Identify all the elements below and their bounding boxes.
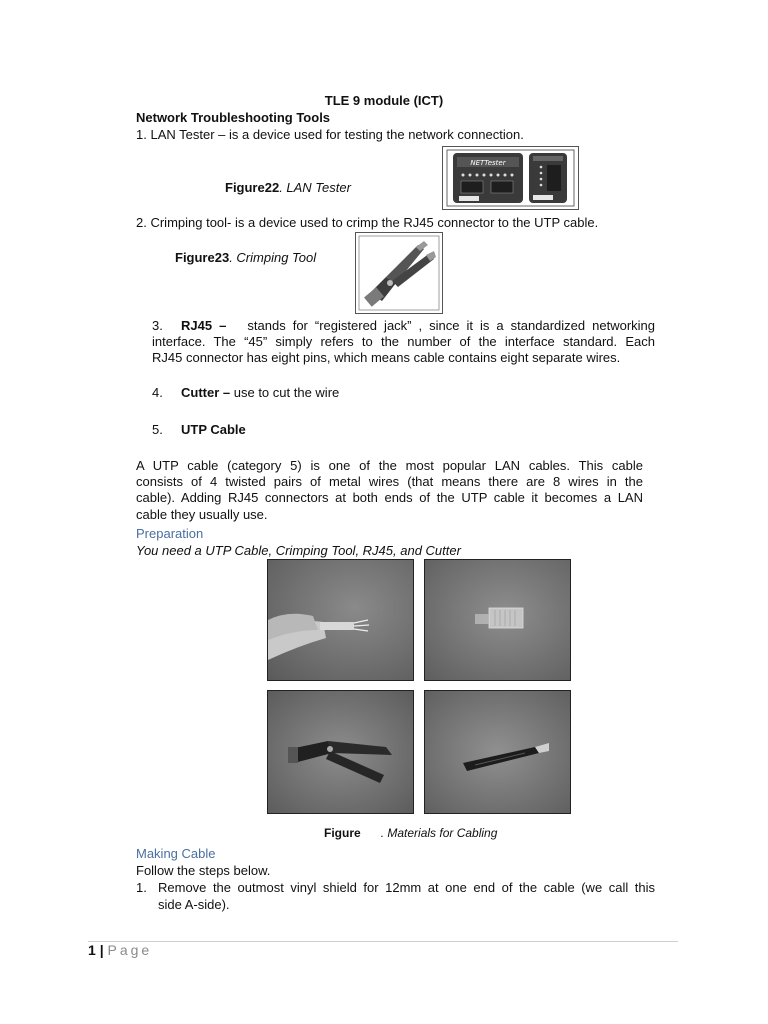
item5-number: 5.: [152, 422, 163, 437]
step1-line-1: Remove the outmost vinyl shield for 12mm at one end of the cable (we call this: [158, 880, 655, 895]
cutter-photo: [424, 690, 571, 814]
utp-paragraph-line-3: cable). Adding RJ45 connectors at both ends of the UTP cable it becomes a LAN: [136, 490, 643, 505]
making-cable-intro: Follow the steps below.: [136, 863, 271, 878]
crimping-tool-illustration: [356, 233, 442, 313]
crimping-tool-photo: [267, 690, 414, 814]
list-item-lan-tester: [136, 127, 524, 142]
figure-caption-text: . LAN Tester: [279, 180, 351, 195]
figure-label: Figure: [324, 826, 361, 840]
term-cutter: Cutter –: [181, 385, 231, 400]
item3-line-1: [181, 318, 655, 335]
page-title: TLE 9 module (ICT): [324, 93, 444, 108]
item-text: Crimping tool- is a device used to crimp the RJ45 connector to the UTP cable.: [150, 215, 599, 230]
figure-caption-text: . Materials for Cabling: [380, 826, 498, 840]
page-label: Page: [107, 942, 153, 958]
crimping-tool-image: [355, 232, 443, 314]
item-number: 2.: [136, 215, 147, 230]
figure23-caption: [175, 250, 316, 265]
preparation-text: You need a UTP Cable, Crimping Tool, RJ45, and Cutter: [136, 543, 461, 558]
rj45-illustration: [425, 560, 570, 680]
figure22-caption: [225, 180, 351, 195]
step1-line-2: side A-side).: [158, 897, 230, 912]
utp-paragraph-line-2: consists of 4 twisted pairs of metal wires (that means there are 8 wires in the: [136, 474, 643, 489]
step1-number: 1.: [136, 880, 147, 895]
lan-tester-image: [442, 146, 579, 210]
item-text: use to cut the wire: [233, 385, 340, 400]
making-cable-heading: Making Cable: [136, 846, 216, 861]
item3-number: 3.: [152, 318, 163, 333]
page-separator: |: [99, 942, 104, 958]
item4-number: 4.: [152, 385, 163, 400]
rj45-photo: [424, 559, 571, 681]
cutter-illustration: [425, 691, 570, 813]
figure-label: Figure22: [225, 180, 280, 195]
footer-rule: [88, 941, 678, 942]
term-utp-cable: UTP Cable: [181, 422, 246, 437]
item3-line-3: RJ45 connector has eight pins, which means cable contains eight separate wires.: [152, 350, 621, 365]
preparation-heading: Preparation: [136, 526, 204, 541]
list-item-cutter: [181, 385, 339, 400]
list-item-crimping-tool: [136, 215, 598, 230]
utp-cable-photo: [267, 559, 414, 681]
page-number: 1: [88, 942, 96, 958]
item3-line-2: interface. The “45” simply refers to the number of the interface standard. Each: [152, 334, 655, 349]
item-number: 1.: [136, 127, 147, 142]
utp-paragraph-line-1: A UTP cable (category 5) is one of the most popular LAN cables. This cable: [136, 458, 643, 473]
utp-cable-illustration: [268, 560, 413, 680]
term-rj45: RJ45 –: [181, 318, 227, 333]
figure-label: Figure23: [175, 250, 230, 265]
lan-tester-illustration: [443, 147, 578, 209]
section-heading: Network Troubleshooting Tools: [136, 110, 331, 125]
lan-tester-brand: NETTester: [470, 159, 506, 167]
page-footer: [88, 942, 152, 958]
rj45-text: stands for “registered jack” , since it is a standardized networking: [247, 318, 656, 333]
utp-paragraph-line-4: cable they usually use.: [136, 507, 268, 522]
crimping-tool-photo-illustration: [268, 691, 413, 813]
item-text: LAN Tester – is a device used for testing the network connection.: [150, 127, 524, 142]
figure-caption-text: . Crimping Tool: [229, 250, 317, 265]
figure-materials-caption: [324, 826, 497, 840]
